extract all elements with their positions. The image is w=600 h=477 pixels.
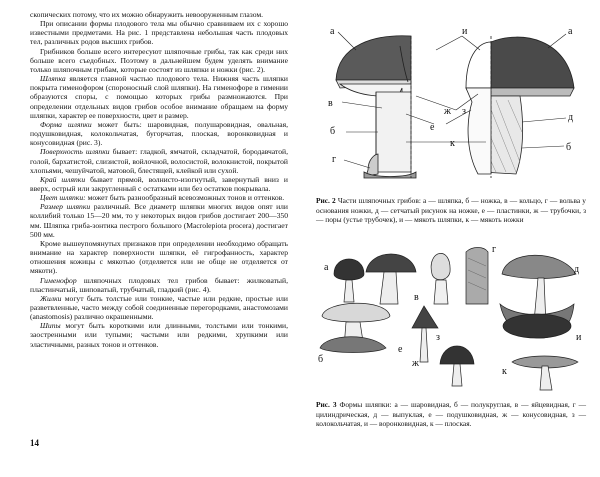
- fig3-label-d: д: [574, 264, 580, 275]
- figure-2-number: Рис. 2: [316, 196, 336, 205]
- fig3-label-v: в: [414, 292, 419, 303]
- fig2-label-a: а: [330, 26, 335, 37]
- fig2-label-a-right: а: [568, 26, 573, 37]
- paragraph: Грибников больше всего интересуют шляпочные грибы, так как среди них больше всего съедобных. Поэтому в дальнейшем будем уделять внимание только шляпочным грибам, которые состоят из шляпки и ножки (рис. 2).: [30, 46, 288, 74]
- paragraph: Форма шляпки может быть: шаровидная, полушаровидная, овальная, подушковидная, колокольчатая, бугорчатая, плоская, воронковидная и конусовидная (рис. 3).: [30, 119, 288, 148]
- paragraph: Гименофор шляпочных плодовых тел грибов бывает: жилковатый, пластинчатый, шиповатый, трубчатый, гладкий (рис. 4).: [30, 275, 288, 294]
- paragraph: Шляпка является главной частью плодового тела. Нижняя часть шляпки покрыта гименофором (спороносный слой шляпки). На гименофоре в гимении образуются споры, с помощью которых грибы размножаются. При определении отдельных видов грибов особое внимание обращаем на форму шляпки, характер ее поверхности, цвет и размер.: [30, 74, 288, 120]
- paragraph: При описании формы плодового тела мы обычно сравниваем их с хорошо известными предметами. На рис. 1 представлена небольшая часть плодовых тел, различных родов высших грибов.: [30, 19, 288, 47]
- fig2-label-e: е: [430, 122, 435, 133]
- paragraph: Цвет шляпки: может быть разнообразный всевозможных тонов и оттенков.: [40, 193, 285, 203]
- paragraph: Поверхность шляпки бывает: гладкой, ямчатой, складчатой, бородавчатой, голой, бархатистой, слизистой, войлочной, волосистой, волокнистой, покрытой хлопьями, чешуйчатой, матовой, блестящей, клейкой или сухой.: [30, 147, 288, 175]
- fig2-label-k: к: [450, 138, 455, 149]
- cap-shape-illustrations: [320, 248, 578, 391]
- fig2-label-g: г: [332, 154, 337, 165]
- fig3-label-a: а: [324, 262, 329, 273]
- figure-3-caption: [316, 400, 586, 429]
- fig3-label-e: е: [398, 344, 403, 355]
- fig2-label-i: и: [462, 26, 468, 37]
- fig2-label-d: д: [568, 112, 574, 123]
- fig2-label-v: в: [328, 98, 333, 109]
- fig3-label-zh: ж: [412, 358, 419, 369]
- fig2-label-zh: ж: [444, 106, 451, 117]
- paragraph: Размер шляпки различный. Все диаметр шляпки многих видов опят или коллибий только 15—20 мм, то у некоторых видов грибов достигает 200—350 мм. Шляпка гриба-зонтика пестрого большого (Macrolepiota procera) достигает 500 мм.: [30, 202, 288, 239]
- fig2-label-b-right: б: [566, 142, 572, 153]
- fig3-label-k: к: [502, 366, 507, 377]
- paragraph: Край шляпки бывает прямой, волнисто-изогнутый, завернутый вниз и вверх, острый или закругленный с остатками или без остатков покрывала.: [30, 174, 288, 193]
- page-number: 14: [30, 438, 39, 448]
- fig3-label-i: и: [576, 332, 582, 343]
- fig3-label-g: г: [492, 244, 497, 255]
- figure-3-number: Рис. 3: [316, 400, 337, 409]
- fig2-label-z: з: [462, 106, 466, 117]
- fig3-label-z: з: [436, 332, 440, 343]
- figure-2-mushroom-parts: [316, 22, 584, 188]
- figure-3-caption-text: Формы шляпки: а — шаровидная, б — полукруглая, в — яйцевидная, г — цилиндрическая, д — выпуклая, е — подушковидная, ж — конусовидная, з — колокольчатая, и — воронковидная, к — плоская.: [316, 400, 586, 429]
- paragraph: скопических потому, что их можно обнаружить невооруженным глазом.: [30, 10, 264, 19]
- fig2-label-b: б: [330, 126, 336, 137]
- figure-2-caption: [316, 196, 586, 225]
- bolete-mushroom-illustration: [466, 36, 574, 178]
- paragraph: Шипы могут быть короткими или длинными, толстыми или тонкими, заостренными или тупыми; частыми или редкими, хрупкими или эластичными, разных тонов и оттенков.: [30, 321, 288, 349]
- body-text: [30, 10, 288, 349]
- paragraph: Жилки могут быть толстые или тонкие, частые или редкие, простые или разветвленные, часто между собой соединенные перегородками, анастомозами (anastomosis) различно окрашенными.: [30, 293, 288, 322]
- paragraph: Кроме вышеупомянутых признаков при определении необходимо обращать внимание на характер поверхности шляпки, её гигрофанность, характер отношения кожицы с мякотью (отделяется или не обще не отделяется от мякоти).: [30, 238, 288, 276]
- figure-2-caption-text: Части шляпочных грибов: а — шляпка, б — ножка, в — кольцо, г — вольва у основания ножки, д — сетчатый рисунок на ножке, е — пластинки, ж — трубочки, з — поры (устье трубочек), и — мякоть шляпки, к — мякоть ножки: [316, 196, 586, 225]
- fig3-label-b: б: [318, 354, 324, 365]
- figure-3-cap-shapes: [316, 244, 584, 394]
